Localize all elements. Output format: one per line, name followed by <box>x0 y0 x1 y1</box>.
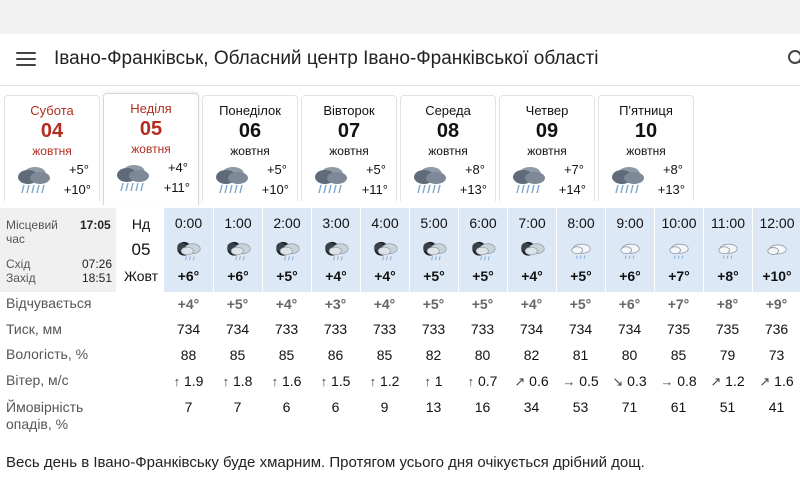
night-cloud-rain-icon <box>370 238 400 264</box>
precip-cell: 7 <box>233 399 242 415</box>
day-min-temp: +5° <box>68 162 89 177</box>
hour-temp: +5° <box>570 268 592 284</box>
pressure-cell: 736 <box>764 321 789 337</box>
wind-direction-icon: ↗ <box>759 374 771 389</box>
precip-cell: 53 <box>572 399 589 415</box>
sunset-value: 18:51 <box>82 271 113 285</box>
hour-time: 8:00 <box>567 215 595 231</box>
hamburger-menu-icon[interactable] <box>16 51 36 67</box>
feel-cell: +8° <box>716 296 739 312</box>
cloud-rain-icon <box>411 163 449 197</box>
pressure-cell: 735 <box>715 321 740 337</box>
day-month: жовтня <box>131 142 171 156</box>
pressure-cell: 734 <box>225 321 250 337</box>
day-tab-05[interactable] <box>103 93 199 205</box>
date-day: 05 <box>131 240 151 259</box>
night-cloud-rain-icon <box>272 238 302 264</box>
wind-speed: 0.3 <box>627 373 647 389</box>
day-tab-04[interactable] <box>4 95 100 201</box>
day-name: Середа <box>425 103 471 118</box>
pressure-cell: 733 <box>372 321 397 337</box>
wind-speed: 1 <box>434 373 443 389</box>
day-number: 10 <box>634 120 658 142</box>
wind-speed: 1.6 <box>774 373 794 389</box>
hour-temp: +5° <box>276 268 298 284</box>
hour-time: 9:00 <box>616 215 644 231</box>
wind-cell <box>262 373 311 389</box>
day-min-temp: +8° <box>662 162 683 177</box>
hour-column <box>507 208 556 292</box>
day-max-temp: +13° <box>459 182 487 197</box>
local-time-box <box>0 208 116 292</box>
day-name: П'ятниця <box>619 103 673 118</box>
pressure-cell: 733 <box>470 321 495 337</box>
cloud-rain-icon <box>213 163 251 197</box>
hour-temp: +6° <box>619 268 641 284</box>
precip-cell: 6 <box>282 399 291 415</box>
humidity-cell: 86 <box>327 347 344 363</box>
wind-direction-icon: ↘ <box>612 374 624 389</box>
day-tabs <box>4 93 800 203</box>
hour-time: 10:00 <box>661 215 697 231</box>
hour-column <box>605 208 654 292</box>
feel-cell: +5° <box>569 296 592 312</box>
day-max-temp: +11° <box>163 180 190 195</box>
day-min-temp: +5° <box>266 162 287 177</box>
humidity-cell: 79 <box>719 347 736 363</box>
wind-speed: 1.6 <box>281 373 302 389</box>
pressure-cell: 733 <box>323 321 348 337</box>
wind-direction-icon: ↑ <box>173 374 181 389</box>
day-number: 05 <box>139 118 163 140</box>
hour-time: 11:00 <box>711 215 745 231</box>
cloud-drizzle-icon <box>615 238 645 264</box>
day-min-temp: +8° <box>464 162 485 177</box>
pressure-row <box>164 321 800 341</box>
day-min-temp: +5° <box>365 162 386 177</box>
humidity-cell: 80 <box>474 347 491 363</box>
wind-direction-icon: ↑ <box>467 374 475 389</box>
day-name: Субота <box>30 103 74 118</box>
feel-cell: +4° <box>373 296 396 312</box>
day-tab-06[interactable] <box>202 95 298 201</box>
hour-column <box>164 208 213 292</box>
feel-cell: +5° <box>471 296 494 312</box>
hour-time: 12:00 <box>759 215 795 231</box>
pressure-cell: 734 <box>519 321 544 337</box>
day-max-temp: +14° <box>558 182 586 197</box>
cloud-drizzle-icon <box>664 238 694 264</box>
feel-row <box>164 296 800 316</box>
day-description: Весь день в Івано-Франківську буде хмарним. Протягом усього дня очікується дрібний дощ. <box>6 454 645 471</box>
humidity-cell: 85 <box>376 347 393 363</box>
day-month: жовтня <box>329 144 369 158</box>
feel-cell: +4° <box>177 296 200 312</box>
day-month: жовтня <box>230 144 270 158</box>
day-month: жовтня <box>626 144 666 158</box>
pressure-label: Тиск, мм <box>6 321 62 337</box>
wind-direction-icon: → <box>562 374 576 389</box>
humidity-cell: 85 <box>670 347 687 363</box>
hour-temp: +7° <box>668 268 690 284</box>
wind-cell <box>752 373 800 390</box>
pressure-cell: 733 <box>421 321 446 337</box>
feel-cell: +5° <box>422 296 445 312</box>
cloud-icon <box>762 238 792 264</box>
wind-speed: 1.9 <box>183 373 204 389</box>
hour-time: 4:00 <box>371 215 399 231</box>
browser-top-strip <box>0 0 800 34</box>
day-name: Четвер <box>525 103 569 118</box>
hours-header <box>164 208 800 292</box>
wind-direction-icon: ↑ <box>320 374 328 389</box>
precip-cell: 71 <box>621 399 638 415</box>
hour-temp: +8° <box>717 268 739 284</box>
wind-direction-icon: ↗ <box>514 374 526 389</box>
night-cloud-rain-icon <box>468 238 498 264</box>
precip-cell: 9 <box>380 399 389 415</box>
page-title: Івано-Франківськ, Обласний центр Івано-Франківської області <box>54 48 599 69</box>
hour-temp: +5° <box>423 268 445 284</box>
cloud-rain-icon <box>510 163 548 197</box>
wind-cell <box>311 373 360 389</box>
humidity-cell: 82 <box>523 347 540 363</box>
night-cloud-rain-icon <box>173 238 203 264</box>
feel-label: Відчувається <box>6 295 92 311</box>
night-cloud-icon <box>517 238 547 264</box>
night-cloud-rain-icon <box>223 238 253 264</box>
cloud-rain-icon <box>312 163 350 197</box>
date-month: Жовт <box>123 268 159 284</box>
search-icon[interactable] <box>787 49 800 69</box>
hour-time: 7:00 <box>518 215 546 231</box>
pressure-cell: 735 <box>666 321 691 337</box>
night-cloud-rain-icon <box>419 238 449 264</box>
pressure-cell: 734 <box>176 321 201 337</box>
wind-cell <box>164 373 213 389</box>
day-name: Неділя <box>130 101 172 116</box>
hour-temp: +4° <box>374 268 396 284</box>
hour-column <box>311 208 360 292</box>
day-number: 08 <box>436 120 460 142</box>
wind-cell <box>703 373 752 390</box>
hour-column <box>360 208 409 292</box>
feel-cell: +5° <box>226 296 249 312</box>
date-weekday: Нд <box>131 216 151 232</box>
local-time-label: Місцевий час <box>6 218 58 246</box>
precip-cell: 7 <box>184 399 193 415</box>
feel-cell: +7° <box>667 296 690 312</box>
day-month: жовтня <box>428 144 468 158</box>
precip-cell: 34 <box>523 399 540 415</box>
precip-cell: 41 <box>768 399 785 415</box>
day-month: жовтня <box>32 144 72 158</box>
hour-temp: +4° <box>325 268 347 284</box>
wind-cell <box>458 373 507 389</box>
day-name: Вівторок <box>323 103 375 118</box>
hour-time: 6:00 <box>469 215 497 231</box>
pressure-cell: 733 <box>274 321 299 337</box>
wind-speed: 0.5 <box>579 373 599 389</box>
day-max-temp: +10° <box>63 182 91 197</box>
precip-cell: 6 <box>331 399 340 415</box>
cloud-rain-icon <box>114 161 152 195</box>
sunrise-label: Схід <box>6 257 31 271</box>
wind-speed: 1.2 <box>379 373 400 389</box>
wind-speed: 1.8 <box>232 373 253 389</box>
wind-cell <box>605 373 654 390</box>
hour-column <box>556 208 605 292</box>
wind-cell <box>360 373 409 389</box>
humidity-cell: 81 <box>572 347 589 363</box>
hour-column <box>409 208 458 292</box>
day-max-temp: +11° <box>361 182 388 197</box>
hour-column <box>458 208 507 292</box>
pressure-cell: 734 <box>568 321 593 337</box>
hour-temp: +6° <box>177 268 200 284</box>
wind-speed: 0.8 <box>677 373 697 389</box>
humidity-row <box>164 347 800 367</box>
cloud-rain-icon <box>609 163 647 197</box>
humidity-label: Вологість, % <box>6 346 89 362</box>
feel-cell: +9° <box>765 296 788 312</box>
pressure-cell: 734 <box>617 321 642 337</box>
wind-cell <box>507 373 556 390</box>
wind-cell <box>654 373 703 389</box>
precip-row <box>164 399 800 419</box>
wind-direction-icon: ↑ <box>424 374 431 389</box>
wind-direction-icon: → <box>660 374 674 389</box>
hour-column <box>654 208 703 292</box>
hour-temp: +5° <box>472 268 494 284</box>
hour-column <box>262 208 311 292</box>
day-tab-10[interactable] <box>598 95 694 201</box>
day-name: Понеділок <box>219 103 281 118</box>
wind-speed: 0.7 <box>477 373 498 389</box>
feel-cell: +4° <box>520 296 543 312</box>
humidity-cell: 88 <box>180 347 197 363</box>
wind-speed: 1.5 <box>330 373 351 389</box>
hour-column <box>752 208 800 292</box>
wind-direction-icon: ↑ <box>369 374 377 389</box>
day-tab-08[interactable] <box>400 95 496 201</box>
wind-speed: 1.2 <box>725 373 745 389</box>
hour-time: 5:00 <box>420 215 448 231</box>
precip-label: Ймовірність опадів, % <box>6 399 84 432</box>
night-cloud-rain-icon <box>321 238 351 264</box>
wind-direction-icon: ↑ <box>271 374 279 389</box>
day-month: жовтня <box>527 144 567 158</box>
hour-time: 2:00 <box>273 215 301 231</box>
wind-cell <box>409 373 458 389</box>
day-number: 04 <box>40 120 64 142</box>
wind-row <box>164 373 800 393</box>
wind-cell <box>556 373 605 389</box>
cloud-drizzle-icon <box>713 238 743 264</box>
day-max-temp: +10° <box>261 182 289 197</box>
sunrise-value: 07:26 <box>82 257 113 271</box>
precip-cell: 51 <box>719 399 736 415</box>
wind-label: Вітер, м/с <box>6 372 69 388</box>
day-tab-09[interactable] <box>499 95 595 201</box>
hour-time: 0:00 <box>174 215 203 231</box>
hourly-panel <box>0 208 800 433</box>
day-min-temp: +4° <box>167 160 188 175</box>
local-time-value: 17:05 <box>80 218 111 232</box>
day-number: 09 <box>535 120 559 142</box>
cloud-rain-icon <box>15 163 53 197</box>
feel-cell: +6° <box>618 296 641 312</box>
hour-time: 1:00 <box>224 215 252 231</box>
hour-time: 3:00 <box>322 215 350 231</box>
precip-cell: 13 <box>425 399 442 415</box>
wind-direction-icon: ↗ <box>710 374 722 389</box>
feel-cell: +4° <box>275 296 298 312</box>
humidity-cell: 82 <box>425 347 442 363</box>
wind-speed: 0.6 <box>529 373 549 389</box>
selected-date <box>118 208 164 292</box>
hour-column <box>213 208 262 292</box>
sunset-label: Захід <box>6 271 36 285</box>
feel-cell: +3° <box>324 296 347 312</box>
cloud-drizzle-icon <box>566 238 596 264</box>
header-bar <box>0 34 800 86</box>
hour-temp: +10° <box>762 268 792 284</box>
hour-temp: +4° <box>521 268 543 284</box>
humidity-cell: 73 <box>768 347 785 363</box>
precip-cell: 16 <box>474 399 491 415</box>
precip-cell: 61 <box>670 399 687 415</box>
hour-column <box>703 208 752 292</box>
humidity-cell: 85 <box>278 347 295 363</box>
day-max-temp: +13° <box>657 182 685 197</box>
day-number: 06 <box>238 120 262 142</box>
wind-direction-icon: ↑ <box>222 374 230 389</box>
humidity-cell: 80 <box>621 347 638 363</box>
day-tab-07[interactable] <box>301 95 397 201</box>
day-min-temp: +7° <box>563 162 584 177</box>
wind-cell <box>213 373 262 389</box>
day-number: 07 <box>337 120 361 142</box>
humidity-cell: 85 <box>229 347 246 363</box>
hour-temp: +6° <box>227 268 249 284</box>
